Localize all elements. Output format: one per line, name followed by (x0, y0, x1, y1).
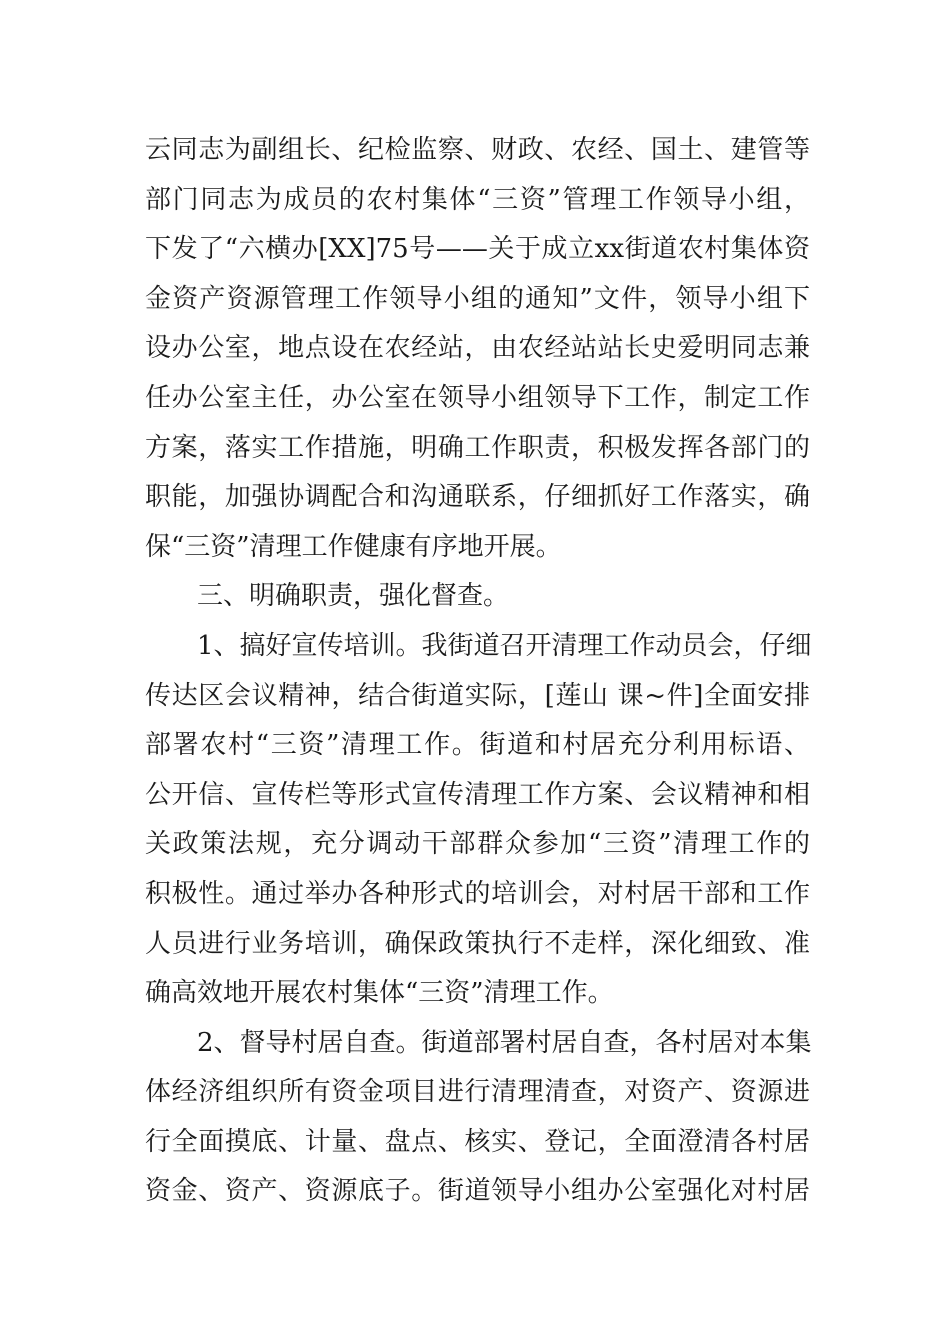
text-line: 下发了“六横办[XX]75号——关于成立xx街道农村集体资 (145, 234, 810, 265)
text-line: 职能，加强协调配合和沟通联系，仔细抓好工作落实，确 (145, 482, 810, 513)
text-line: 部署农村“三资”清理工作。街道和村居充分利用标语、 (145, 730, 810, 761)
text-line: 公开信、宣传栏等形式宣传清理工作方案、会议精神和相 (145, 779, 810, 810)
text-line: 三、明确职责，强化督查。 (197, 581, 510, 612)
text-line: 传达区会议精神，结合街道实际，[莲山 课~件]全面安排 (145, 680, 810, 711)
text-line: 1、搞好宣传培训。我街道召开清理工作动员会，仔细 (197, 630, 812, 661)
text-line: 云同志为副组长、纪检监察、财政、农经、国土、建管等 (145, 135, 810, 165)
text-line: 行全面摸底、计量、盘点、核实、登记，全面澄清各村居 (145, 1126, 810, 1157)
document-body (145, 126, 810, 1217)
text-line: 2、督导村居自查。街道部署村居自查，各村居对本集 (197, 1027, 812, 1058)
text-line: 资金、资产、资源底子。街道领导小组办公室强化对村居 (145, 1176, 810, 1207)
text-line: 保“三资”清理工作健康有序地开展。 (145, 531, 562, 562)
text-line: 关政策法规，充分调动干部群众参加“三资”清理工作的 (145, 829, 810, 860)
text-line: 任办公室主任，办公室在领导小组领导下工作，制定工作 (145, 382, 810, 413)
text-line: 设办公室，地点设在农经站，由农经站站长史爱明同志兼 (145, 333, 810, 364)
text-line: 部门同志为成员的农村集体“三资”管理工作领导小组， (145, 184, 810, 215)
text-line: 体经济组织所有资金项目进行清理清查，对资产、资源进 (145, 1077, 810, 1108)
text-line: 确高效地开展农村集体“三资”清理工作。 (145, 978, 614, 1009)
text-line: 积极性。通过举办各种形式的培训会，对村居干部和工作 (145, 878, 810, 909)
text-line: 金资产资源管理工作领导小组的通知”文件，领导小组下 (145, 283, 810, 314)
text-line: 人员进行业务培训，确保政策执行不走样，深化细致、准 (145, 928, 810, 959)
text-line: 方案，落实工作措施，明确工作职责，积极发挥各部门的 (145, 432, 810, 463)
